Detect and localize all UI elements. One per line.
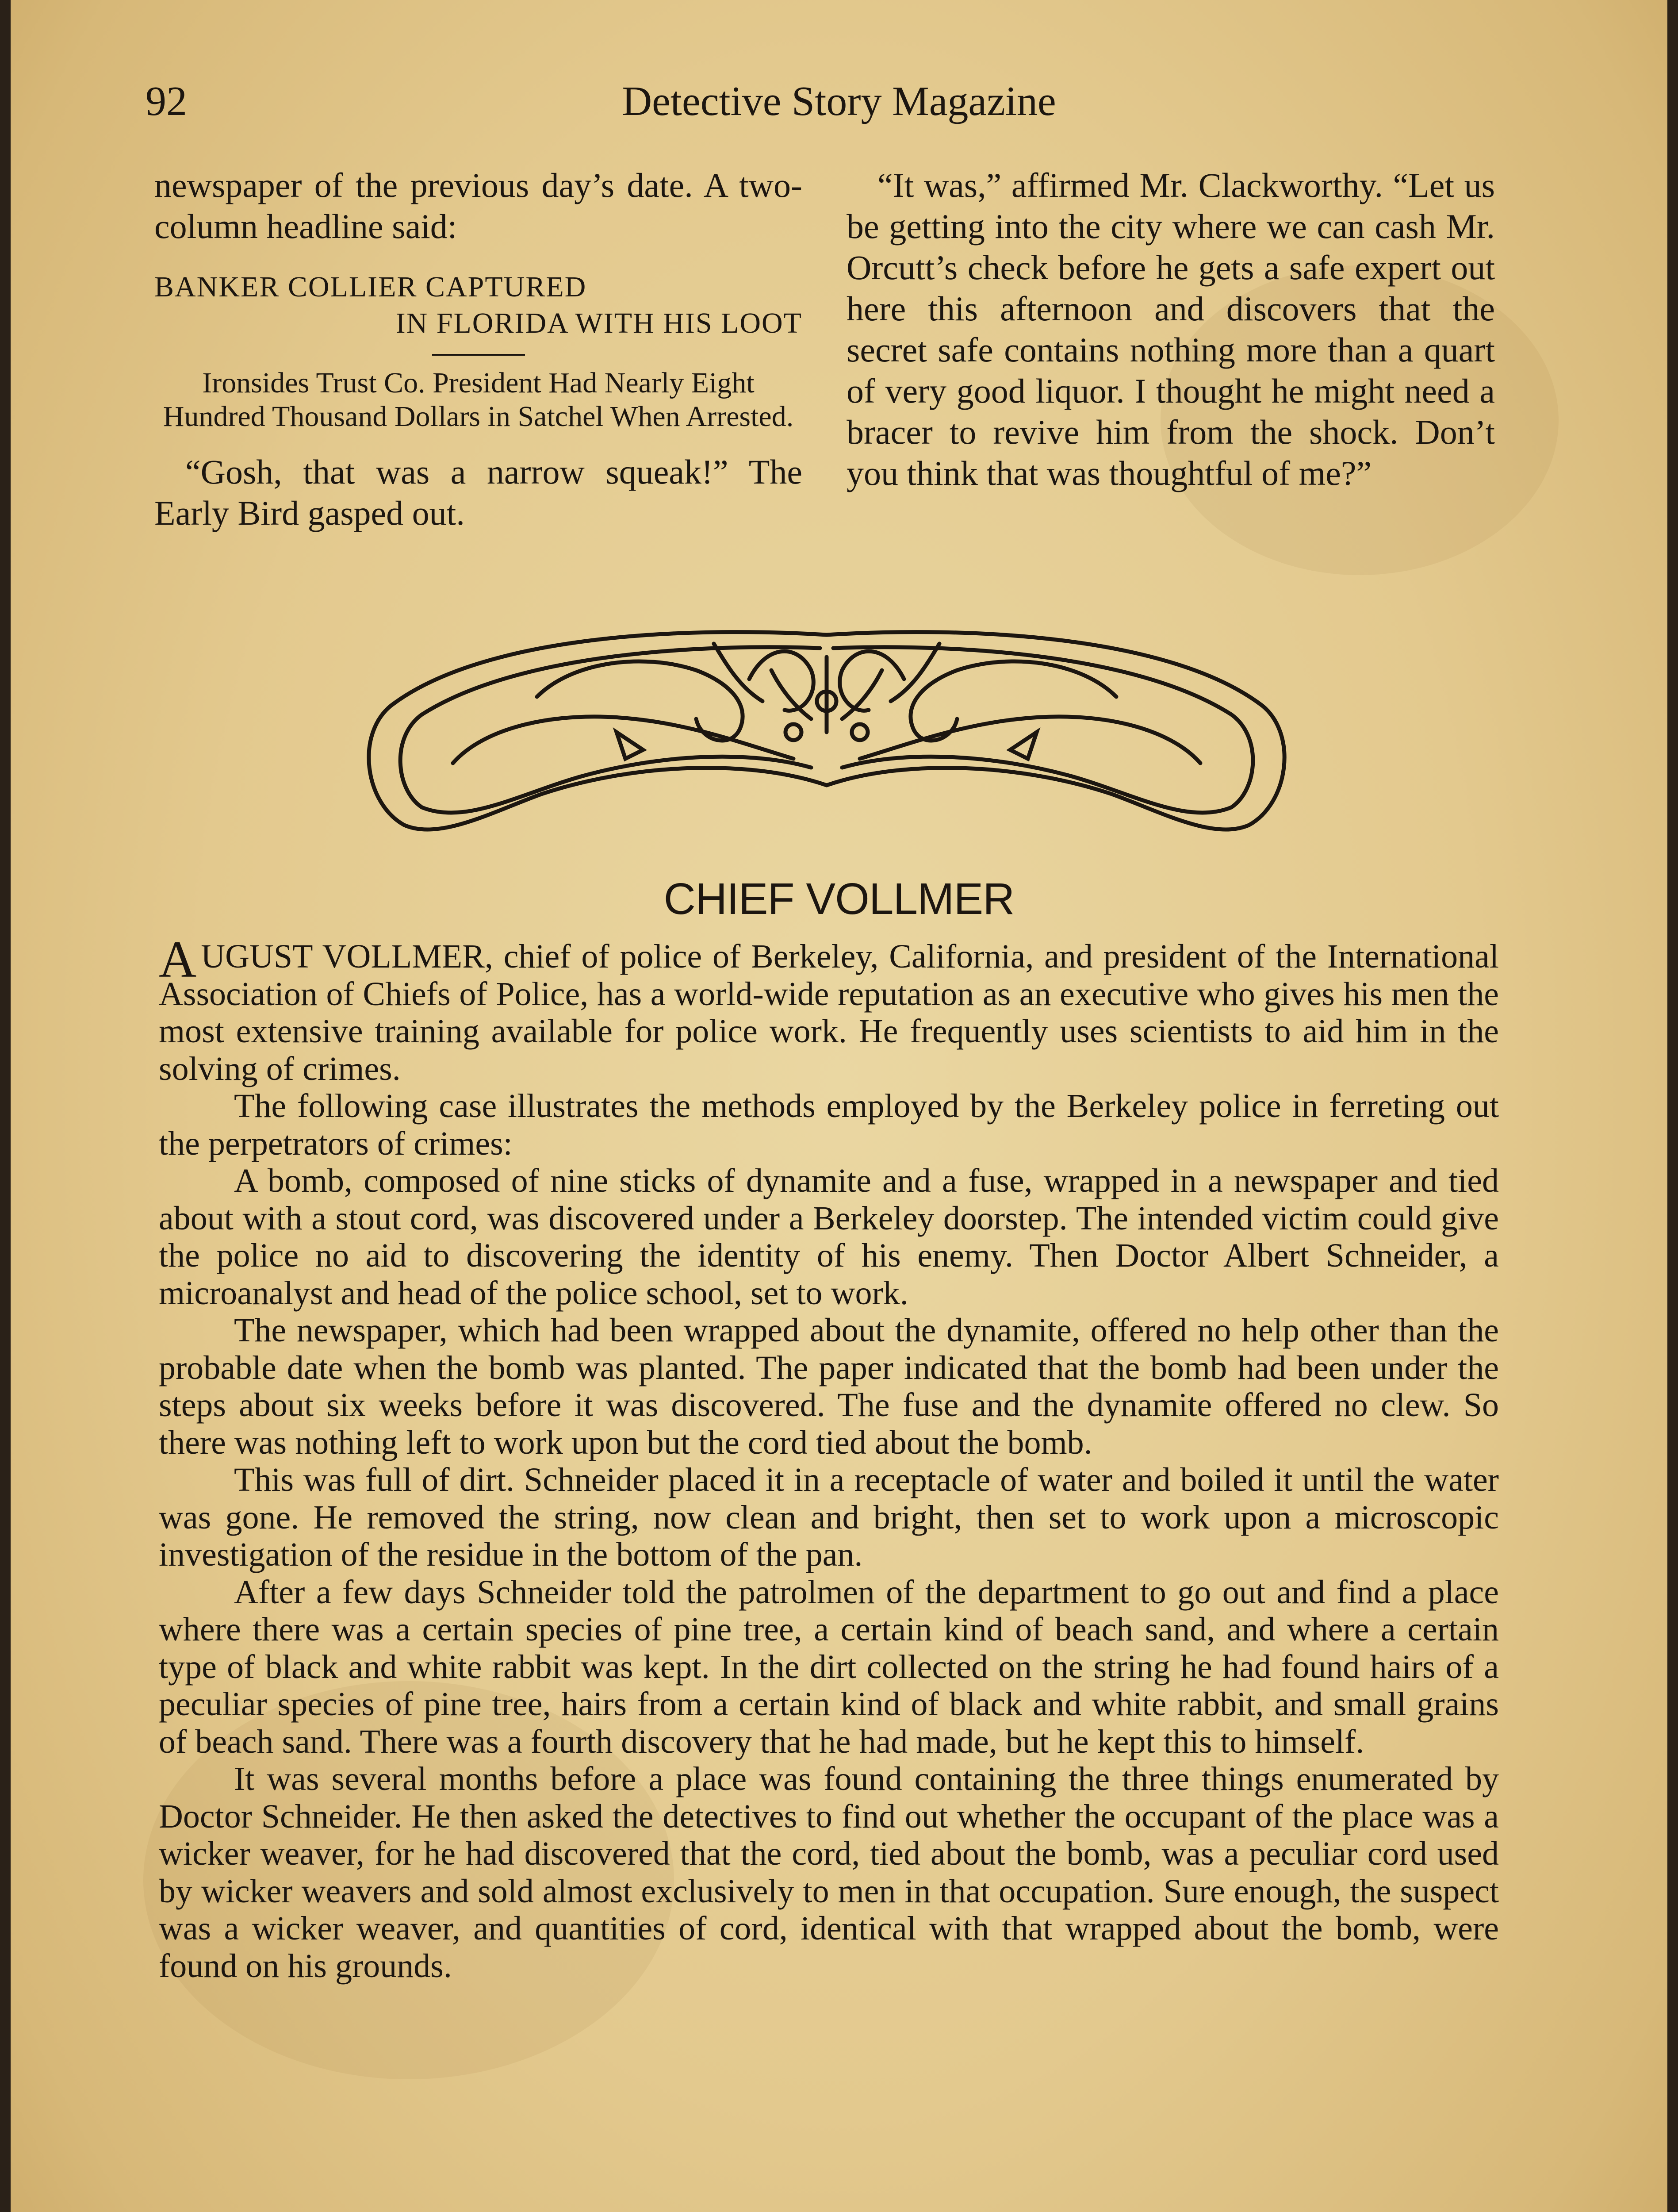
headline-line: IN FLORIDA WITH HIS LOOT <box>395 307 802 339</box>
newspaper-headline <box>154 269 802 342</box>
paragraph: “It was,” affirmed Mr. Clackworthy. “Let us be getting into the city where we can cash Mr. Orcutt’s check before he gets a safe expert out here this afternoon and discovers that the secret safe contains nothing more than a quart of very good liquor. I thought he might need a bracer to revive him from the shock. Don’t you think that was thoughtful of me?” <box>847 166 1495 492</box>
running-title: Detective Story Magazine <box>622 78 1056 124</box>
page-header <box>11 77 1667 131</box>
paragraph: newspaper of the previous day’s date. A two-column headline said: <box>154 166 802 246</box>
right-column <box>847 165 1495 494</box>
paragraph: After a few days Schneider told the patrolmen of the department to go out and find a place where there was a certain species of pine tree, a certain kind of beach sand, and where a certain type of black and white rabbit was kept. In the dirt collected on the string he had found hairs of a peculiar species of pine tree, hairs from a certain kind of black and white rabbit, and small grains of beach sand. There was a fourth discovery that he had made, but he kept this to himself. <box>159 1573 1499 1760</box>
newspaper-subhead: Ironsides Trust Co. President Had Nearly Eight Hundred Thousand Dollars in Satchel When Arrested. <box>163 367 794 433</box>
left-column <box>154 165 802 534</box>
paragraph: A bomb, composed of nine sticks of dynamite and a fuse, wrapped in a newspaper and tied about with a stout cord, was discovered under a Berkeley doorstep. The intended victim could give the police no aid to discovering the identity of his enemy. Then Doctor Albert Schneider, a microanalyst and head of the police school, set to work. <box>159 1162 1499 1312</box>
article-body <box>159 930 1499 1985</box>
paragraph: “Gosh, that was a narrow squeak!” The Early Bird gasped out. <box>154 453 802 532</box>
paragraph <box>159 930 1499 1087</box>
paragraph-text: UGUST VOLLMER, chief of police of Berkeley, California, and president of the International Association of Chiefs of Police, has a world-wide reputation as an executive who gives his men the most extensive training available for police work. He frequently uses scientists to aid him in the solving of crimes. <box>159 938 1499 1087</box>
paragraph: The following case illustrates the methods employed by the Berkeley police in ferreting out the perpetrators of crimes: <box>159 1087 1499 1162</box>
headline-line: BANKER COLLIER CAPTURED <box>154 271 587 303</box>
magazine-page <box>11 0 1667 2212</box>
paragraph: The newspaper, which had been wrapped about the dynamite, offered no help other than the probable date when the bomb was planted. The paper indicated that the bomb had been under the steps about six weeks before it was discovered. The fuse and the dynamite offered no clew. So there was nothing left to work upon but the cord tied about the bomb. <box>159 1312 1499 1461</box>
page-number: 92 <box>146 78 187 124</box>
article-title: CHIEF VOLLMER <box>663 874 1015 924</box>
art-nouveau-ornament <box>351 617 1302 847</box>
drop-cap: A <box>159 930 197 988</box>
paragraph: It was several months before a place was found containing the three things enumerated by Doctor Schneider. He then asked the detectives to find out whether the occupant of the place was a wicker weaver, for he had discovered that the cord, tied about the bomb, was a peculiar cord used by wicker weavers and sold almost exclusively to men in that occupation. Sure enough, the suspect was a wicker weaver, and quantities of cord, identical with that wrapped about the bomb, were found on his grounds. <box>159 1760 1499 1985</box>
paragraph: This was full of dirt. Schneider placed it in a receptacle of water and boiled it until the water was gone. He removed the string, now clean and bright, then set to work upon a microscopic investigation of the residue in the bottom of the pan. <box>159 1461 1499 1573</box>
divider <box>432 354 525 356</box>
